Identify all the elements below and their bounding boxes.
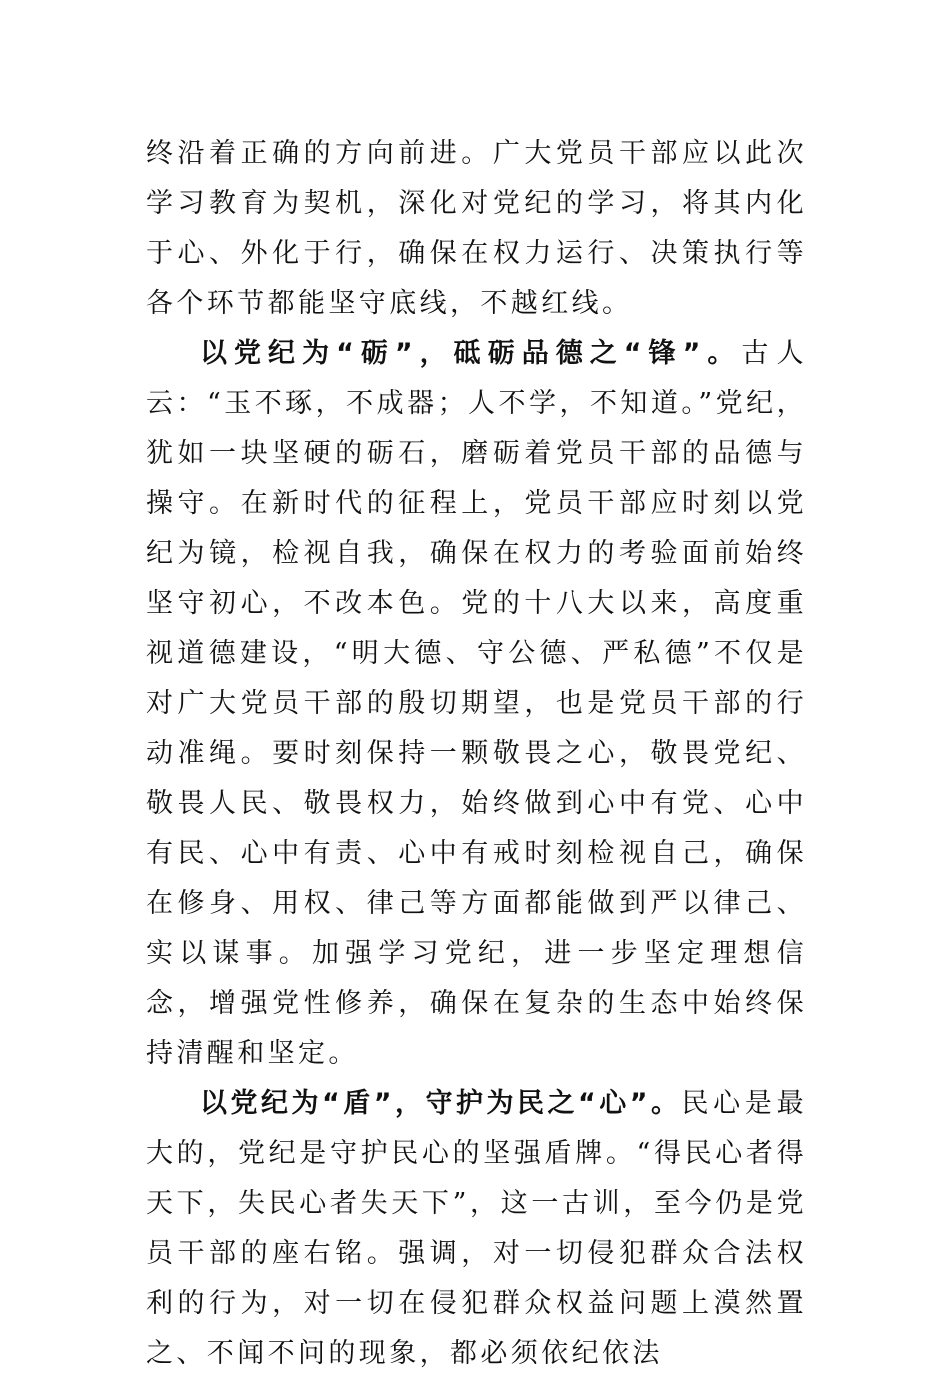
paragraph-heading: 以党纪为“盾”，守护为民之“心”。	[200, 1088, 682, 1119]
paragraph-text: 终沿着正确的方向前进。广大党员干部应以此次学习教育为契机，深化对党纪的学习，将其内化于心、外化于行，确保在权力运行、决策执行等各个环节都能坚守底线，不越红线。	[146, 138, 807, 319]
paragraph-continuation	[146, 129, 807, 329]
document-body	[146, 129, 807, 1379]
paragraph-text: 古人云：“玉不琢，不成器；人不学，不知道。”党纪，犹如一块坚硬的砺石，磨砺着党员干部的品德与操守。在新时代的征程上，党员干部应时刻以党纪为镜，检视自我，确保在权力的考验面前始终坚守初心，不改本色。党的十八大以来，高度重视道德建设，“明大德、守公德、严私德”不仅是对广大党员干部的殷切期望，也是党员干部的行动准绳。要时刻保持一颗敬畏之心，敬畏党纪、敬畏人民、敬畏权力，始终做到心中有党、心中有民、心中有责、心中有戒时刻检视自己，确保在修身、用权、律己等方面都能做到严以律己、实以谋事。加强学习党纪，进一步坚定理想信念，增强党性修养，确保在复杂的生态中始终保持清醒和坚定。	[146, 338, 807, 1069]
paragraph-heading: 以党纪为“砺”，砥砺品德之“锋”。	[200, 338, 742, 369]
paragraph-shield	[146, 1079, 807, 1379]
paragraph-whetstone	[146, 329, 807, 1079]
paragraph-text: 民心是最大的，党纪是守护民心的坚强盾牌。“得民心者得天下，失民心者失天下”，这一古训，至今仍是党员干部的座右铭。强调，对一切侵犯群众合法权利的行为，对一切在侵犯群众权益问题上漠然置之、不闻不问的现象，都必须依纪依法	[146, 1088, 807, 1369]
